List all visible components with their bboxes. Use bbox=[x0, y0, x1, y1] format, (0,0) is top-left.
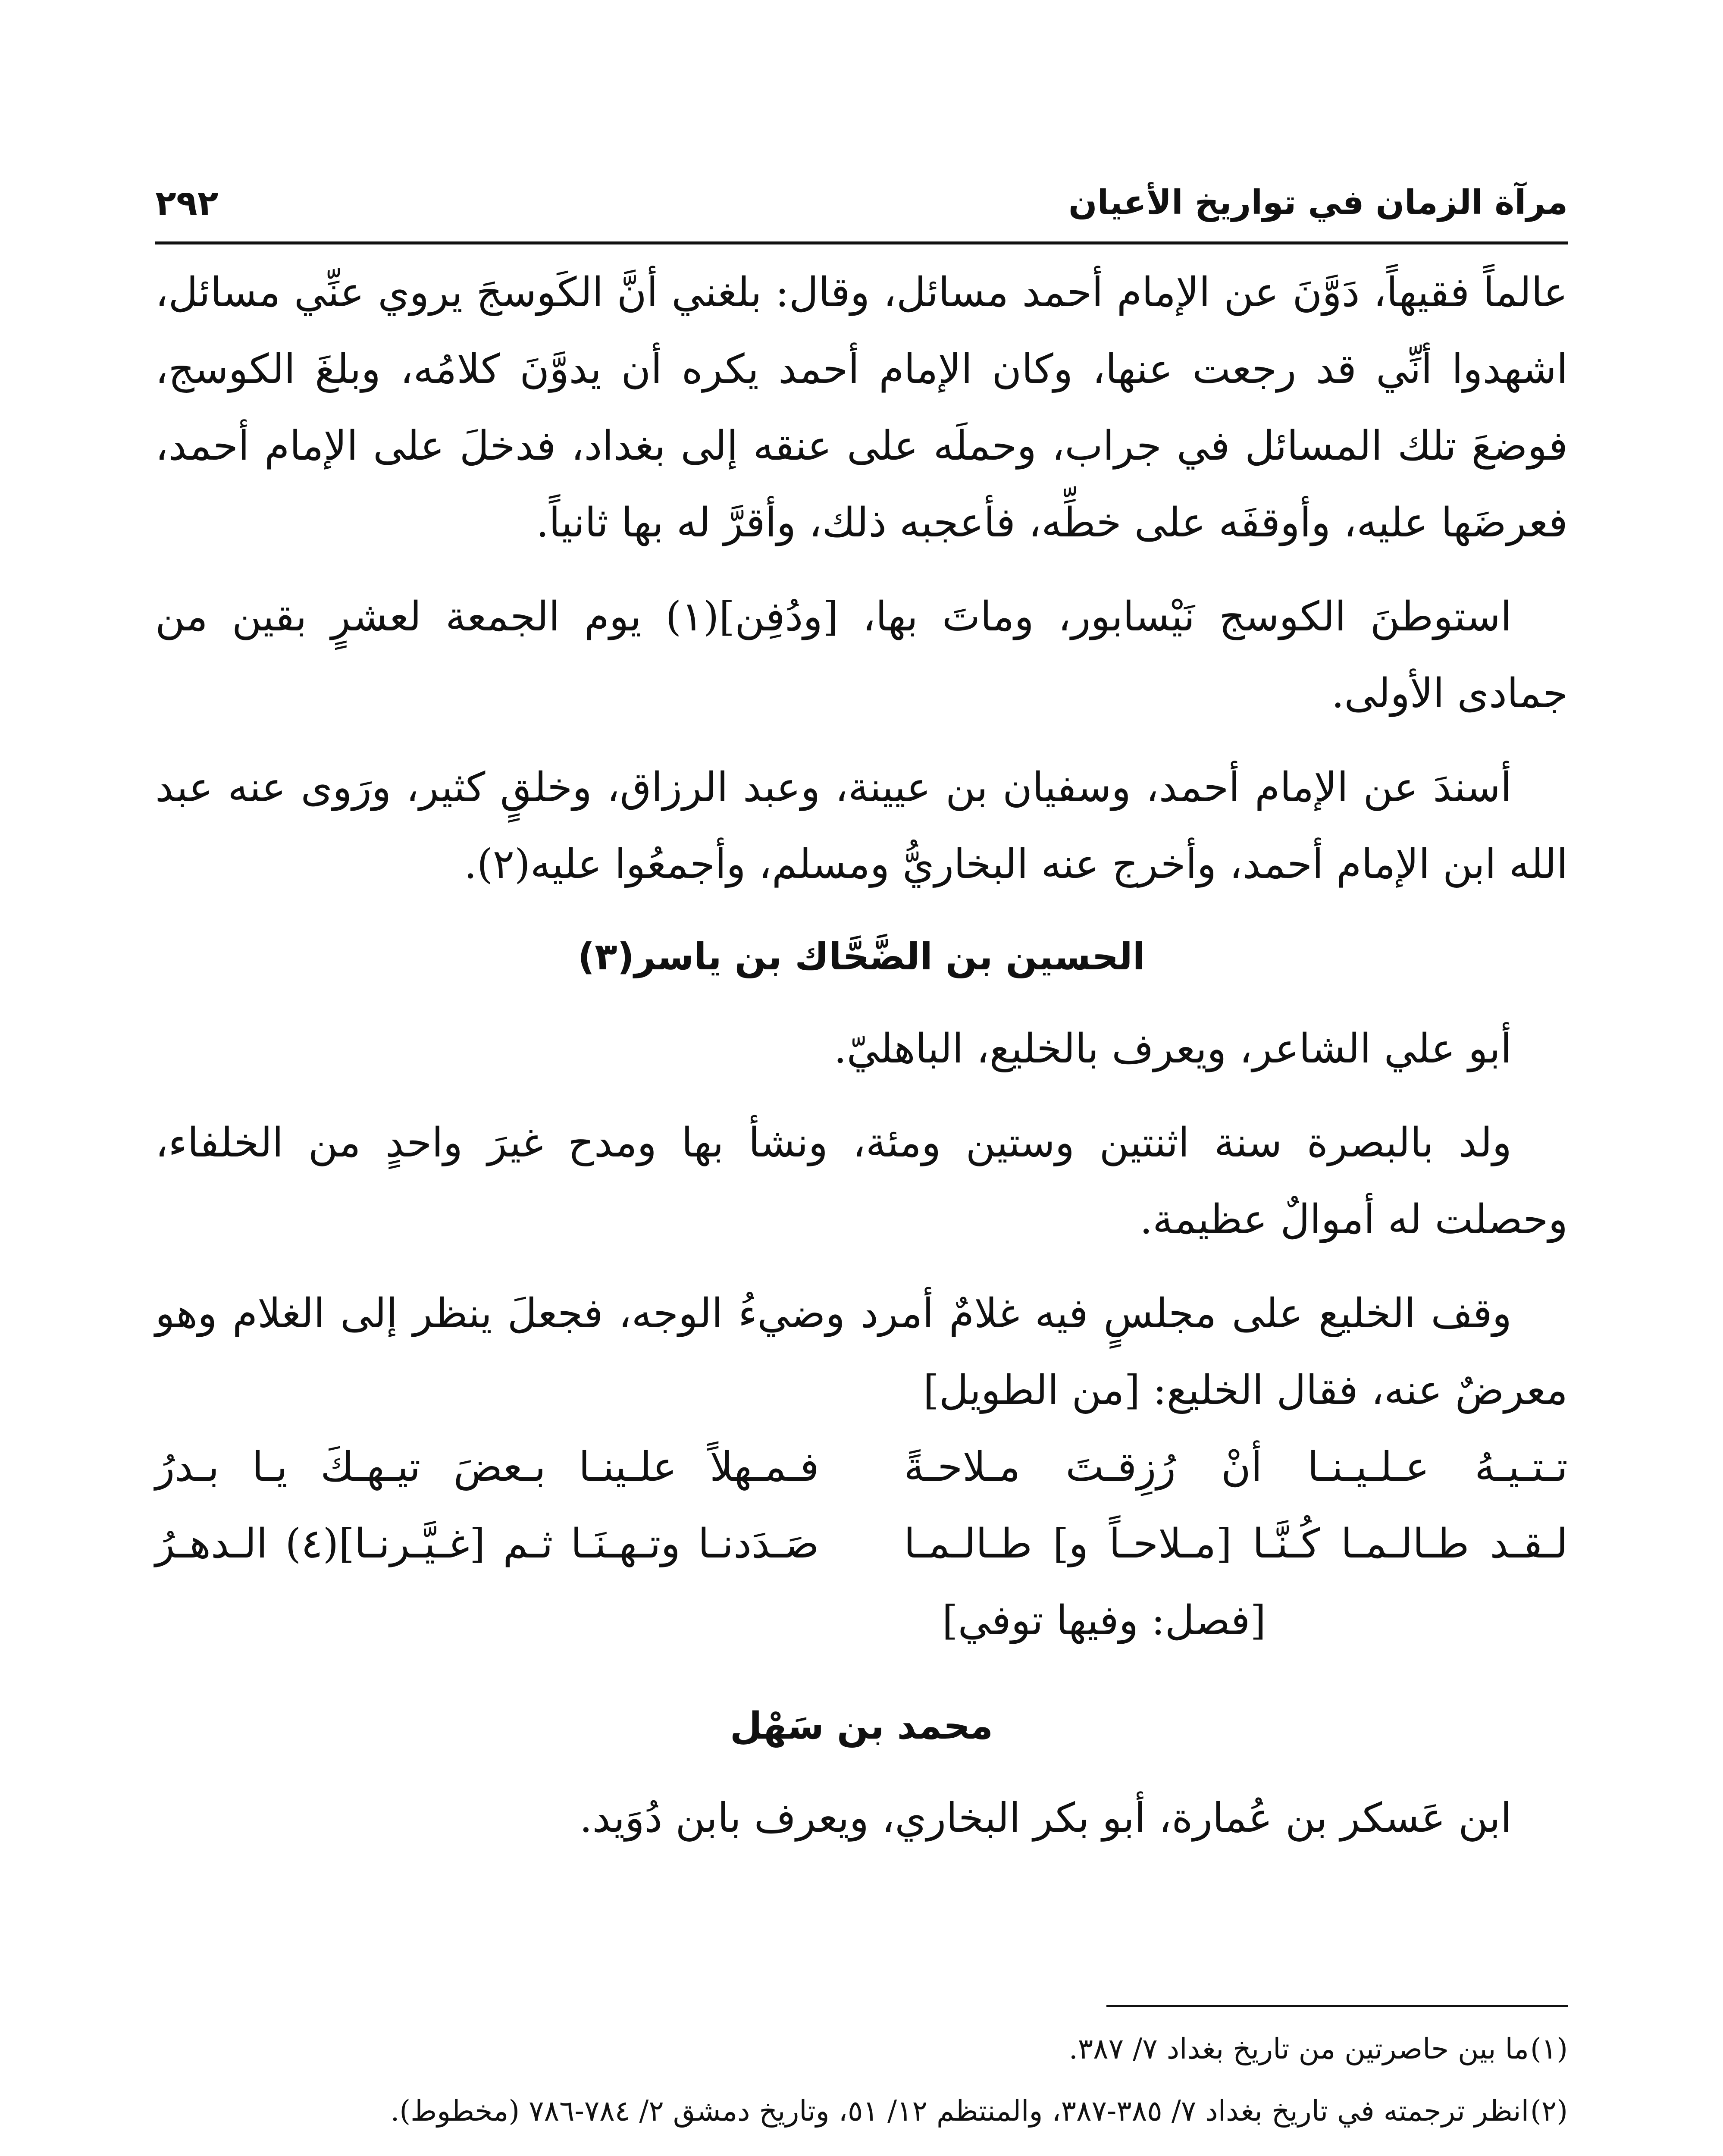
verse-line bbox=[155, 1506, 1568, 1583]
footnote bbox=[155, 2022, 1568, 2076]
paragraph-kawsaj-death: استوطنَ الكوسج نَيْسابور، وماتَ بها، [ودُفِن](١) يوم الجمعة لعشرٍ بقين من جمادى الأولى. bbox=[155, 593, 1568, 717]
footnote-text bbox=[155, 2147, 1529, 2156]
main-text bbox=[155, 254, 1568, 1857]
paragraph-husayn-anecdote: وقف الخليع على مجلسٍ فيه غلامٌ أمرد وضيءُ الوجه، فجعلَ ينظر إلى الغلام وهو معرضٌ عنه، فقال الخليع: [من الطويل] bbox=[155, 1290, 1568, 1414]
footnote-rule bbox=[1106, 2005, 1568, 2007]
paragraph-muhammad-lineage: ابن عَسكر بن عُمارة، أبو بكر البخاري، ويعرف بابن دُوَيد. bbox=[579, 1795, 1512, 1842]
page-number: ٢٩٢ bbox=[155, 182, 219, 223]
footnote-number: (١) bbox=[1530, 2032, 1568, 2065]
footnote-text: انظر ترجمته في تاريخ بغداد ٧/ ٣٨٥-٣٨٧، والمنتظم ١٢/ ٥١، وتاريخ دمشق ٢/ ٧٨٤-٧٨٦ (مخطوط). bbox=[390, 2094, 1529, 2128]
footnote bbox=[155, 2084, 1568, 2138]
page-header bbox=[155, 164, 1568, 241]
verse-second-hemistich: صَـدَدنـا وتـهـنَـا ثـم [غـيَّـرنـا](٤) الـدهـرُ bbox=[155, 1520, 819, 1567]
paragraph-kawsaj-masail: عالماً فقيهاً، دَوَّنَ عن الإمام أحمد مسائل، وقال: بلغني أنَّ الكَوسجَ يروي عنِّي مسائل، اشهدوا أنِّي قد رجعت عنها، وكان الإمام أحمد يكره أن يدوَّنَ كلامُه، وبلغَ الكوسج، فوضعَ تلك المسائل في جراب، وحملَه على عنقه إلى بغداد، فدخلَ على الإمام أحمد، فعرضَها عليه، وأوقفَه على خطِّه، فأعجبه ذلك، وأقرَّ له بها ثانياً. bbox=[155, 269, 1568, 546]
footnote-number bbox=[1529, 2147, 1568, 2156]
paragraph-husayn-birth: ولد بالبصرة سنة اثنتين وستين ومئة، ونشأ بها ومدح غيرَ واحدٍ من الخلفاء، وحصلت له أموالٌ عظيمة. bbox=[155, 1119, 1568, 1243]
verse-line bbox=[155, 1429, 1568, 1506]
entry-heading-husayn: الحسين بن الضَّحَّاك بن ياسر(٣) bbox=[577, 935, 1146, 978]
header-rule bbox=[155, 241, 1568, 244]
paragraph-kawsaj-narrators: أسندَ عن الإمام أحمد، وسفيان بن عيينة، وعبد الرزاق، وخلقٍ كثير، ورَوى عنه عبد الله ابن الإمام أحمد، وأخرج عنه البخاريُّ ومسلم، وأجمعُوا عليه(٢). bbox=[155, 764, 1568, 888]
running-title: مرآة الزمان في تواريخ الأعيان bbox=[1068, 183, 1568, 222]
verse-second-hemistich: فـمـهلاً علـينـا بـعضَ تيـهـكَ يـا بـدرُ bbox=[155, 1444, 819, 1491]
entry-heading-muhammad: محمد بن سَهْل bbox=[730, 1705, 993, 1748]
footnotes bbox=[155, 2022, 1568, 2156]
section-note: [فصل: وفيها توفي] bbox=[942, 1597, 1266, 1644]
paragraph-husayn-kunya: أبو علي الشاعر، ويعرف بالخليع، الباهليّ. bbox=[833, 1025, 1512, 1072]
footnote-number: (٢) bbox=[1530, 2094, 1568, 2128]
verse-first-hemistich: تـتـيـهُ عـلـيـنـا أنْ رُزِقـتَ مـلاحـةً bbox=[904, 1444, 1568, 1491]
footnote-text: ما بين حاصرتين من تاريخ بغداد ٧/ ٣٨٧. bbox=[1068, 2032, 1529, 2065]
poem bbox=[155, 1429, 1568, 1583]
verse-first-hemistich: لـقـد طـالـمـا كُـنَّـا [مـلاحـاً و] طـالـمـا bbox=[904, 1520, 1568, 1567]
footnote bbox=[155, 2147, 1568, 2156]
